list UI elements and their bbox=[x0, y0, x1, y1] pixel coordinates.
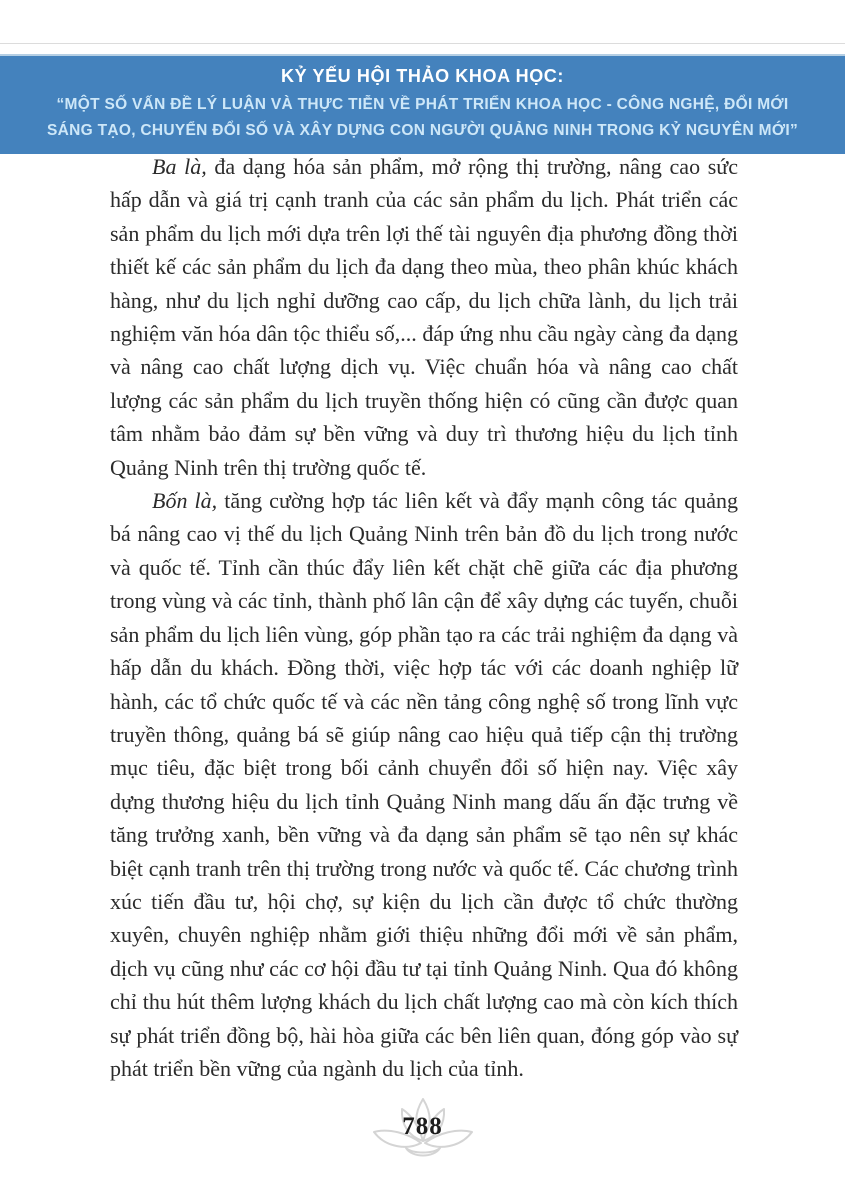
top-hairline bbox=[0, 43, 845, 44]
paragraph-text: đa dạng hóa sản phẩm, mở rộng thị trường, nâng cao sức hấp dẫn và giá trị cạnh tranh của các sản phẩm du lịch. Phát triển các sản phẩm du lịch mới dựa trên lợi thế tài nguyên địa phương đồng thời thiết kế các sản phẩm du lịch đa dạng theo mùa, theo phân khúc khách hàng, như du lịch nghỉ dưỡng cao cấp, du lịch chữa lành, du lịch trải nghiệm văn hóa dân tộc thiểu số,... đáp ứng nhu cầu ngày càng đa dạng và nâng cao chất lượng dịch vụ. Việc chuẩn hóa và nâng cao chất lượng các sản phẩm du lịch truyền thống hiện có cũng cần được quan tâm nhằm bảo đảm sự bền vững và duy trì thương hiệu du lịch tỉnh Quảng Ninh trên thị trường quốc tế. bbox=[110, 154, 738, 480]
paragraph-text: tăng cường hợp tác liên kết và đẩy mạnh công tác quảng bá nâng cao vị thế du lịch Quảng Ninh trên bản đồ du lịch trong nước và quốc tế. Tỉnh cần thúc đẩy liên kết chặt chẽ giữa các địa phương trong vùng và các tỉnh, thành phố lân cận để xây dựng các tuyến, chuỗi sản phẩm du lịch liên vùng, góp phần tạo ra các trải nghiệm đa dạng và hấp dẫn du khách. Đồng thời, việc hợp tác với các doanh nghiệp lữ hành, các tổ chức quốc tế và các nền tảng công nghệ số trong lĩnh vực truyền thông, quảng bá sẽ giúp nâng cao hiệu quả tiếp cận thị trường mục tiêu, đặc biệt trong bối cảnh chuyển đổi số hiện nay. Việc xây dựng thương hiệu du lịch tỉnh Quảng Ninh mang dấu ấn đặc trưng về tăng trưởng xanh, bền vững và đa dạng sản phẩm sẽ tạo nên sự khác biệt cạnh tranh trên thị trường trong nước và quốc tế. Các chương trình xúc tiến đầu tư, hội chợ, sự kiện du lịch cần được tổ chức thường xuyên, chuyên nghiệp nhằm giới thiệu những đổi mới về sản phẩm, dịch vụ cũng như các cơ hội đầu tư tại tỉnh Quảng Ninh. Qua đó không chỉ thu hút thêm lượng khách du lịch chất lượng cao mà còn kích thích sự phát triển đồng bộ, hài hòa giữa các bên liên quan, đóng góp vào sự phát triển bền vững của ngành du lịch của tỉnh. bbox=[110, 488, 738, 1081]
banner-subtitle-line2: SÁNG TẠO, CHUYỂN ĐỔI SỐ VÀ XÂY DỰNG CON NGƯỜI QUẢNG NINH TRONG KỶ NGUYÊN MỚI” bbox=[47, 122, 798, 139]
paragraph-lead-italic: Bốn là, bbox=[152, 488, 218, 514]
conference-banner bbox=[0, 54, 845, 154]
page-body bbox=[110, 150, 738, 1085]
paragraph-bon-la bbox=[110, 484, 738, 1085]
page-footer bbox=[0, 1096, 845, 1166]
paragraph-ba-la bbox=[110, 150, 738, 484]
banner-title: KỶ YẾU HỘI THẢO KHOA HỌC: bbox=[280, 66, 564, 86]
paragraph-lead-italic: Ba là, bbox=[152, 154, 207, 179]
page-number: 788 bbox=[402, 1113, 443, 1140]
banner-subtitle-line1: “MỘT SỐ VẤN ĐỀ LÝ LUẬN VÀ THỰC TIỄN VỀ PHÁT TRIỂN KHOA HỌC - CÔNG NGHỆ, ĐỔI MỚI bbox=[56, 96, 789, 113]
